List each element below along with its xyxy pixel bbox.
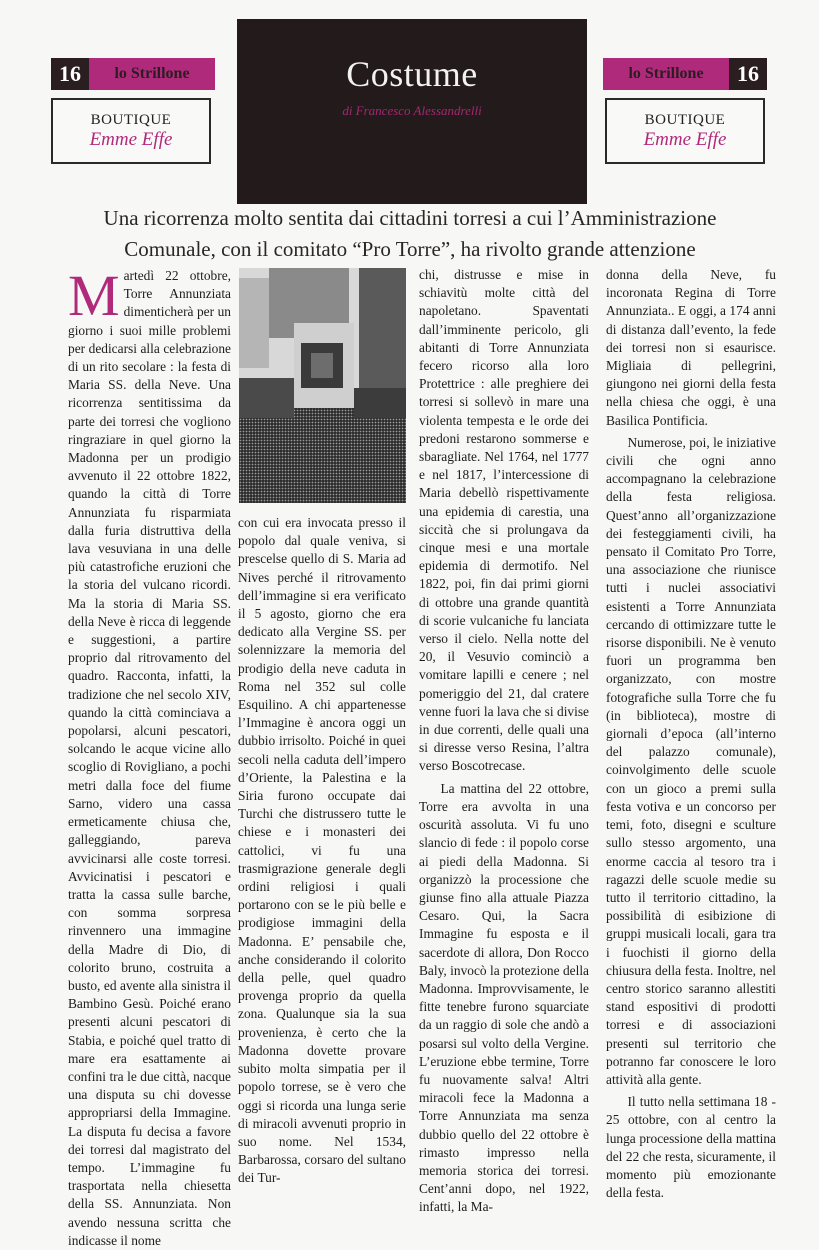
boutique-ad-left — [51, 98, 211, 164]
column-text: artedì 22 ottobre, Torre Annunziata dimenticherà per un giorno i suoi mille problemi per dedicarsi alla celebrazione di un rito secolare : la festa di Maria SS. della Neve. Una ricorrenza sentitissima da parte dei torresi che vogliono ringraziare in quel giorno la Madonna per un prodigio avvenuto il 22 ottobre 1822, quando la città di Torre Annunziata fu risparmiata dalla furia distruttiva della lava vesuviana in una delle più catastrofiche eruzioni che la storia del vulcano ricordi. Ma la storia di Maria SS. della Neve è ricca di leggende e suggestioni, a partire proprio dal ritrovamento del quadro. Racconta, infatti, la tradizione che nel secolo XIV, quando la città cominciava a popolarsi, alcuni pescatori, solcando le acque vicine allo scoglio di Rovigliano, a pochi metri dalla foce del fiume Sarno, videro una cassa ermeticamente chiusa che, galleggiando, pareva avvicinarsi alle coste torresi. Avvicinatisi i pescatori e tratta la cassa sulle barche, con somma sorpresa rinvennero una immagine della Madre di Dio, di colorito bruno, costruita a busto, ed avente alla sinistra il Bambino Gesù. Poiché erano presenti alcuni pescatori di Stabia, e poiché quel tratto di mare era esattamente ai confini tra le due città, nacque una disputa su chi dovesse appropriarsi della Immagine. La disputa fu decisa a favore dei torresi dal magistrato del tempo. L’immagine fu trasportata nella chiesetta della SS. Annunziata. Non avendo nessuna scritta che indicasse il nome — [68, 268, 231, 1248]
column-text: con cui era invocata presso il popolo dal quale veniva, si prescelse quello di S. Maria ad Nives perché il ritrovamento dell’immagine si era verificato il 5 agosto, giorno che era dedicato alla Vergine SS. per solennizzare la memoria del prodigio della neve caduta in Roma nel 352 sul colle Esquilino. A chi appartenesse l’Immagine è ancora oggi un dubbio irrisolto. Poiché in quei secoli nella caduta dell’impero d’Oriente, la Palestina e la Siria furono occupate dai Turchi che distrussero tutte le chiese e i monasteri dei cattolici, vi fu una trasmigrazione generale degli ordini religiosi i quali portarono con se le più belle e prodigiose immagini della Madonna. E’ pensabile che, anche considerando il colorito della pelle, quel quadro provenga proprio da quella zona. Qualunque sia la sua provenienza, è certo che la Madonna dovette provare subito molta simpatia per il popolo torrese, se è vero che oggi si ricorda una lunga serie di miracoli avvenuti proprio in suo nome. Nel 1534, Barbarossa, corsaro del sultano dei Tur- — [238, 515, 406, 1186]
boutique-label: BOUTIQUE — [90, 112, 172, 128]
page-number: 16 — [729, 58, 767, 90]
headline-line-1: Una ricorrenza molto sentita dai cittadini torresi a cui l’Amministrazione — [103, 206, 717, 230]
headline-line-2: Comunale, con il comitato “Pro Torre”, ha rivolto grande attenzione — [124, 237, 696, 261]
page-number: 16 — [51, 58, 89, 90]
column-text: Numerose, poi, le iniziative civili che ogni anno accompagnano la celebrazione della festa religiosa. Quest’anno all’organizzazione dei festeggiamenti civili, ha pensato il Comitato Pro Torre, una associazione che riunisce tutti i nuclei associativi esistenti a Torre Annunziata cercando di ottimizzare tutte le risorse disponibili. Ne è venuto fuori un programma ben organizzato, con mostre fotografiche sulla Torre che fu (in biblioteca), mostre di giornali d’epoca (all’interno del palazzo comunale), coinvolgimento delle scuole con un gioco a premi sulla festa votiva e un concorso per temi, foto, disegni e sculture sullo stesso argomento, una enorme caccia al tesoro tra i ragazzi delle scuole medie su tutto il territorio cittadino, la possibilità di esibizione di gruppi musicali locali, gara tra i fuochisti il giorno della chiusura della festa. Inoltre, nel centro storico saranno allestiti stand espositivi di prodotti torresi e di associazioni presenti sul territorio che potranno far conoscere le loro attività alla gente. — [606, 434, 776, 1087]
article-column-1 — [68, 263, 231, 1250]
column-text: chi, distrusse e mise in schiavitù molte città del napoletano. Spaventati dall’imminente pericolo, gli abitanti di Torre Annunziata fecero ricorso alla loro Protettrice : alle preghiere dei torresi si sollevò in mare una violenta tempesta e le orde dei predoni restarono sommerse e sbaragliate. Nel 1764, nel 1777 e nel 1817, l’intercessione di Maria debellò rispettivamente una epidemia di carestia, una siccità che si prolungava da cinque mesi e una mortale epidemia di dermotifo. Nel 1822, poi, fin dai primi giorni di ottobre una grande quantità di scorie vulcaniche fu lanciata verso il cielo. Nella notte del 20, il Vesuvio cominciò a vomitare lapilli e cenere ; nel pomeriggio del 21, dal cratere venne fuori la lava che si divise in due correnti, delle quali una si diresse verso Resina, l’altra verso Boscotrecase. — [419, 267, 589, 774]
boutique-ad-right — [605, 98, 765, 164]
procession-photo — [239, 268, 406, 503]
page-tag-left — [51, 58, 215, 90]
publication-name: lo Strillone — [603, 58, 729, 90]
boutique-name: Emme Effe — [643, 129, 727, 150]
column-text: donna della Neve, fu incoronata Regina di Torre Annunziata.. E oggi, a 174 anni di distanza dall’evento, la fede dei torresi non si esaurisce. Migliaia di pellegrini, giungono nei giorni della festa nella chiesa che oggi, è una Basilica Pontificia. — [606, 267, 776, 428]
article-headline — [40, 203, 780, 265]
publication-name: lo Strillone — [89, 58, 215, 90]
photo-image — [239, 268, 406, 503]
article-column-3 — [419, 266, 589, 1217]
boutique-label: BOUTIQUE — [644, 112, 726, 128]
column-text: La mattina del 22 ottobre, Torre era avvolta in una oscurità assoluta. Vi fu uno slancio di fede : il popolo corse ai piedi della Madonna. Si organizzò la processione che giunse fino alla attuale Piazza Cesaro. Qui, la Sacra Immagine fu esposta e il sacerdote di allora, Don Rocco Baly, invocò la protezione della Madonna. Improvvisamente, le fitte tenebre furono squarciate da un raggio di sole che andò a posarsi sul volto della Vergine. L’eruzione ebbe termine, Torre fu nuovamente salva! Altri miracoli fece la Madonna a Torre Annunziata ma senza dubbio quello del 22 ottobre è rimasto impresso nella memoria storica dei torresi. Cent’anni dopo, nel 1922, infatti, la Ma- — [419, 780, 589, 1215]
section-title: Costume — [346, 54, 478, 94]
page-tag-right — [603, 58, 767, 90]
article-column-4 — [606, 266, 776, 1202]
section-banner — [237, 19, 587, 204]
author-byline: di Francesco Alessandrelli — [342, 103, 482, 118]
column-text: Il tutto nella settimana 18 - 25 ottobre, con al centro la lunga processione della mattina del 22 che resta, sicuramente, il momento più emozionante della festa. — [606, 1094, 776, 1201]
boutique-name: Emme Effe — [89, 129, 173, 150]
article-column-2 — [238, 514, 406, 1188]
drop-cap: M — [68, 263, 120, 328]
